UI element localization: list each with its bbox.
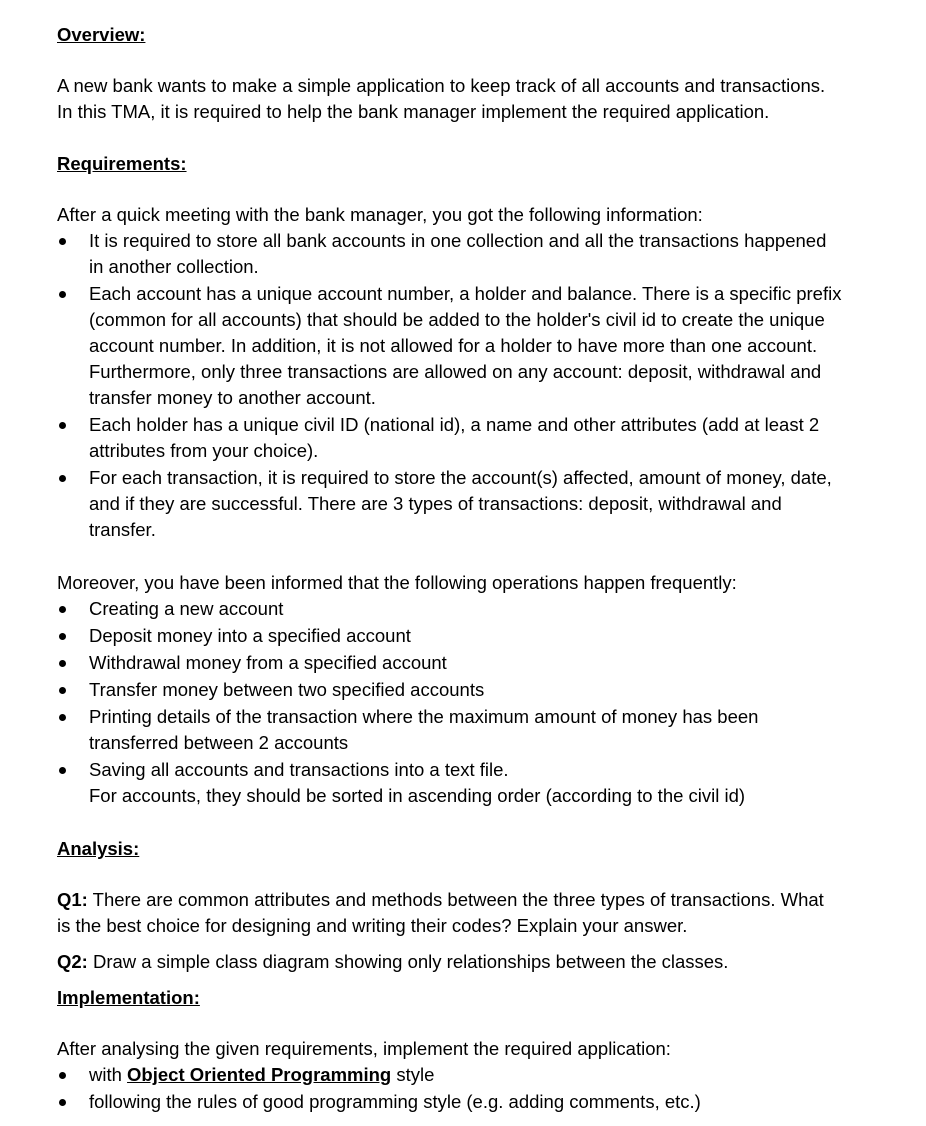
bullet-icon [59,1099,66,1106]
bullet-icon [59,767,66,774]
list-item-line: Withdrawal money from a specified account [89,652,447,673]
list-item-line: account number. In addition, it is not allowed for a holder to have more than one account. [89,335,818,356]
overview-paragraph [57,73,887,125]
overview-line-2: In this TMA, it is required to help the bank manager implement the required application. [57,101,770,122]
q1-text-line-1: There are common attributes and methods between the three types of transactions. What [87,889,824,910]
implementation-bullet-suffix: style [391,1064,435,1085]
list-item-line: For accounts, they should be sorted in ascending order (according to the civil id) [89,785,746,806]
list-item [57,281,887,411]
list-item-line: attributes from your choice). [89,440,319,461]
list-item-line: in another collection. [89,256,259,277]
requirements-list [57,228,887,543]
q2-label: Q2: [57,951,88,972]
list-item [57,650,887,676]
bullet-icon [59,1072,66,1079]
question-q1 [57,887,887,939]
list-item-line: Saving all accounts and transactions into a text file. [89,759,509,780]
implementation-heading: Implementation: [57,987,200,1008]
implementation-intro: After analysing the given requirements, implement the required application: [57,1038,671,1059]
list-item [57,623,887,649]
implementation-bullet-prefix: with [89,1064,128,1085]
bullet-icon [59,606,66,613]
overview-line-1: A new bank wants to make a simple application to keep track of all accounts and transactions. [57,75,826,96]
oop-emphasis: Object Oriented Programming [127,1064,392,1085]
bullet-icon [59,687,66,694]
list-item [57,465,887,543]
list-item [57,677,887,703]
list-item-line: Printing details of the transaction where the maximum amount of money has been [89,706,759,727]
requirements-heading: Requirements: [57,153,187,174]
list-item-line: It is required to store all bank accounts in one collection and all the transactions happened [89,230,827,251]
list-item-line: transfer. [89,519,156,540]
list-item-line: transferred between 2 accounts [89,732,349,753]
list-item [57,228,887,280]
list-item-line: transfer money to another account. [89,387,376,408]
list-item [57,757,887,809]
requirements-intro: After a quick meeting with the bank manager, you got the following information: [57,204,703,225]
list-item-line: Creating a new account [89,598,284,619]
bullet-icon [59,238,66,245]
q1-label: Q1: [57,889,88,910]
list-item-line: For each transaction, it is required to store the account(s) affected, amount of money, date, [89,467,832,488]
list-item [57,596,887,622]
list-item-line: Transfer money between two specified accounts [89,679,485,700]
list-item-line: and if they are successful. There are 3 types of transactions: deposit, withdrawal and [89,493,782,514]
implementation-list [57,1062,887,1115]
q1-text-line-2: is the best choice for designing and writing their codes? Explain your answer. [57,915,688,936]
document-page [57,22,887,1116]
list-item [57,1062,887,1088]
list-item-line: Each account has a unique account number, a holder and balance. There is a specific prefix [89,283,842,304]
list-item-line: Deposit money into a specified account [89,625,411,646]
implementation-bullet-2: following the rules of good programming style (e.g. adding comments, etc.) [89,1091,701,1112]
operations-list [57,596,887,809]
list-item [57,412,887,464]
list-item-line: Furthermore, only three transactions are allowed on any account: deposit, withdrawal and [89,361,822,382]
bullet-icon [59,714,66,721]
list-item [57,704,887,756]
bullet-icon [59,475,66,482]
bullet-icon [59,660,66,667]
operations-intro: Moreover, you have been informed that the following operations happen frequently: [57,572,737,593]
list-item-line: Each holder has a unique civil ID (national id), a name and other attributes (add at least 2 [89,414,820,435]
list-item [57,1089,887,1115]
list-item-line: (common for all accounts) that should be added to the holder's civil id to create the unique [89,309,825,330]
question-q2 [57,949,887,975]
q2-text: Draw a simple class diagram showing only relationships between the classes. [87,951,729,972]
bullet-icon [59,291,66,298]
overview-heading: Overview: [57,24,146,45]
analysis-heading: Analysis: [57,838,140,859]
bullet-icon [59,422,66,429]
bullet-icon [59,633,66,640]
